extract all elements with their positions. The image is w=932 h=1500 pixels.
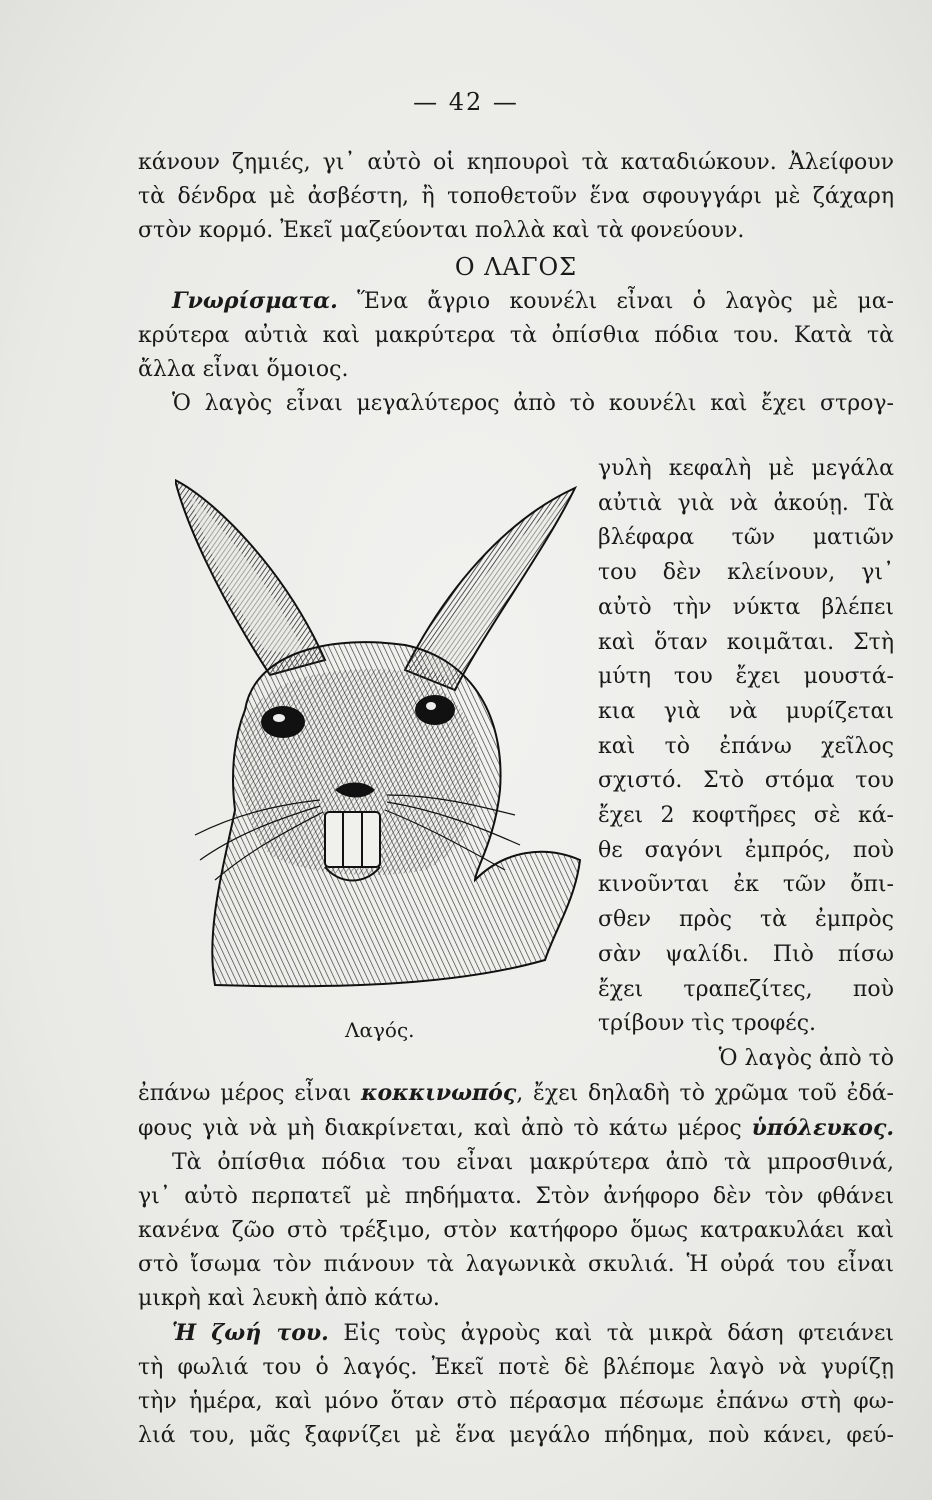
emphasis-whitish: ὑπόλευκος. (751, 1115, 894, 1141)
column-line: σχιστό. Στὸ στόμα του (598, 768, 894, 794)
intro-text: Ἕνα ἄγριο κουνέλι εἶναι ὁ λαγὸς μὲ μα- (337, 289, 894, 314)
column-line: κινοῦνται ἐκ τῶν ὄπι- (598, 872, 894, 898)
column-line: ἔχει τραπεζίτες, ποὺ (598, 976, 894, 1002)
text-line: λιά του, μᾶς ξαφνίζει μὲ ἕνα μεγάλο πήδημα, ποὺ κάνει, φεύ- (138, 1423, 894, 1448)
right-eye (415, 695, 455, 725)
text-line: στὸ ἴσωμα τὸν πιάνουν τὰ λαγωνικὰ σκυλιά. Ἡ οὐρά του εἶναι (138, 1252, 894, 1277)
text-span: φους γιὰ νὰ μὴ διακρίνεται, καὶ ἀπὸ τὸ κάτω μέρος (138, 1116, 752, 1141)
column-line: βλέφαρα τῶν ματιῶν (598, 525, 894, 551)
column-line: τρίβουν τὶς τροφές. (598, 1011, 817, 1037)
subheading-life: Ἡ ζωή του. (172, 1320, 329, 1346)
column-line: γυλὴ κεφαλὴ μὲ μεγάλα (598, 456, 894, 481)
column-line: αὐτιὰ γιὰ νὰ ἀκούῃ. Τὰ (598, 490, 894, 516)
illustration-caption: Λαγός. (345, 1018, 415, 1042)
column-line: καὶ τὸ ἐπάνω χεῖλος (598, 733, 894, 759)
bottom-text-block (138, 1076, 894, 1453)
text-span: , ἔχει δηλαδὴ τὸ χρῶμα τοῦ ἐδά- (516, 1081, 894, 1106)
column-line: καὶ ὅταν κοιμᾶται. Στὴ (598, 629, 894, 655)
section-heading: Ο ΛΑΓΟΣ (454, 253, 578, 281)
text-line: γι᾿ αὐτὸ περπατεῖ μὲ πηδήματα. Στὸν ἀνήφορο δὲν τὸν φθάνει (138, 1184, 894, 1209)
text-line: στὸν κορμό. Ἐκεῖ μαζεύονται πολλὰ καὶ τὰ φονεύουν. (138, 218, 745, 243)
column-line: σὰν ψαλίδι. Πιὸ πίσω (598, 941, 894, 967)
column-line: θε σαγόνι ἐμπρός, ποὺ (598, 837, 894, 863)
side-column (598, 452, 894, 1077)
column-line: ἔχει 2 κοφτῆρες σὲ κά- (598, 803, 894, 829)
text-line (138, 1111, 894, 1146)
subheading-features: Γνωρίσματα. (172, 288, 338, 314)
column-line: αὐτὸ τὴν νύκτα βλέπει (598, 594, 894, 620)
text-line: Ὁ λαγὸς εἶναι μεγαλύτερος ἀπὸ τὸ κουνέλι καὶ ἔχει στρογ- (172, 391, 894, 416)
column-line: σθεν πρὸς τὰ ἐμπρὸς (598, 907, 894, 933)
text-line: τὰ δένδρα μὲ ἀσβέστη, ἢ τοποθετοῦν ἕνα σφουγγάρι μὲ ζάχαρη (138, 184, 894, 209)
text-line: Τὰ ὀπίσθια πόδια του εἶναι μακρύτερα ἀπὸ τὰ μπροσθινά, (172, 1150, 894, 1175)
text-line (138, 1076, 894, 1111)
page-number: — 42 — (413, 88, 519, 116)
text-line: τὴ φωλιά του ὁ λαγός. Ἐκεῖ ποτὲ δὲ βλέπομε λαγὸ νὰ γυρίζῃ (138, 1355, 894, 1380)
column-line: Ὁ λαγὸς ἀπὸ τὸ (718, 1045, 894, 1071)
text-line: ἄλλα εἶναι ὅμοιος. (138, 357, 349, 382)
column-line: κια γιὰ νὰ μυρίζεται (598, 698, 894, 724)
text-line: κάνουν ζημιές, γι᾿ αὐτὸ οἱ κηπουροὶ τὰ καταδιώκουν. Ἀλείφουν (138, 150, 894, 175)
text-line (138, 1316, 894, 1351)
text-line: μικρὴ καὶ λευκὴ ἀπὸ κάτω. (138, 1286, 440, 1311)
hare-illustration (175, 460, 595, 1020)
column-line: του δὲν κλείνουν, γι᾿ (598, 560, 894, 586)
emphasis-reddish: κοκκινωπός (361, 1080, 517, 1106)
text-line: κανένα ζῶο στὸ τρέξιμο, στὸν κατήφορο ὅμως κατρακυλάει καὶ (138, 1218, 894, 1243)
text-span: Εἰς τοὺς ἀγροὺς καὶ τὰ μικρὰ δάση φτειάνει (328, 1321, 894, 1346)
text-line: τὴν ἡμέρα, καὶ μόνο ὅταν στὸ πέρασμα πέσωμε ἐπάνω στὴ φω- (138, 1389, 894, 1414)
top-text-block (138, 146, 894, 421)
text-line: κρύτερα αὐτιὰ καὶ μακρύτερα τὰ ὀπίσθια πόδια του. Κατὰ τὰ (138, 323, 894, 348)
column-line: μύτη του ἔχει μουστά- (598, 664, 894, 690)
intro-line (138, 284, 894, 319)
text-span: ἐπάνω μέρος εἶναι (138, 1081, 362, 1106)
left-eye (261, 706, 305, 738)
